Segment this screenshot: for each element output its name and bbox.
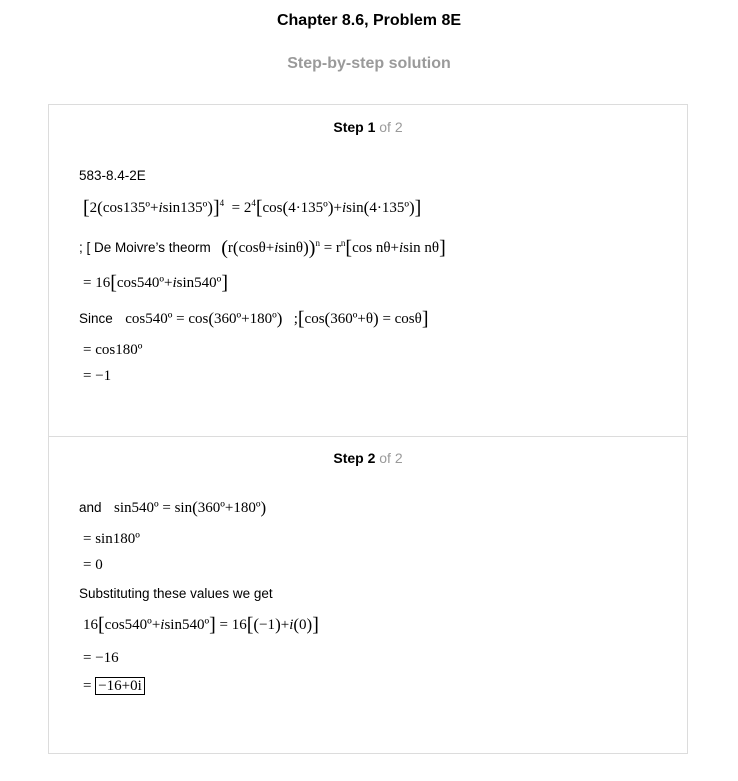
- step-1-equation-3: = cos180º: [83, 342, 143, 358]
- step-1-equation-4: = −1: [83, 368, 112, 384]
- step-2-label: Step 2: [333, 450, 376, 466]
- step-1-header: [49, 119, 687, 135]
- problem-ref: 583-8.4-2E: [79, 168, 146, 183]
- since-formula: cos540º = cos(360º+180º) ;[cos(360º+θ) = cosθ]: [125, 308, 429, 330]
- and-formula: sin540º = sin(360º+180º): [113, 498, 267, 517]
- step-2-equation-1: = sin180º: [83, 531, 140, 547]
- step-1-of: of 2: [379, 119, 403, 135]
- final-answer-prefix: =: [83, 678, 92, 694]
- since-line: [79, 308, 429, 331]
- de-moivre-line: [79, 237, 446, 260]
- solution-card: [48, 104, 688, 754]
- solution-subtitle: Step-by-step solution: [287, 55, 451, 72]
- step-2-equation-4: = −16: [83, 650, 119, 666]
- de-moivre-formula: $(r(\cos\theta+isin\theta))^n = r^n[\cos$ nθ+isin nθ]: [221, 237, 446, 259]
- step-2-header: [49, 450, 687, 466]
- page-title: Chapter 8.6, Problem 8E: [276, 12, 462, 29]
- step-divider: [49, 436, 687, 437]
- final-answer-line: [83, 678, 145, 695]
- step-1-equation-1: [2(cos135º+isin135º)]$^4$ = $2^4[\cos(4\cdot 135º)+isin(4\cdot 135º)]$: [83, 197, 422, 219]
- and-line: [79, 498, 266, 518]
- de-moivre-label: ; [ De Moivre’s theorm: [79, 240, 211, 255]
- substituting-text: Substituting these values we get: [79, 586, 273, 601]
- final-answer-box: −16+0i: [95, 677, 145, 695]
- step-2-equation-2: = 0: [83, 557, 103, 573]
- and-label: and: [79, 500, 102, 515]
- step-2-equation-3: 16[cos540º+isin540º] = 16[(−1)+i(0)]: [83, 614, 319, 636]
- step-2-of: of 2: [379, 450, 403, 466]
- since-label: Since: [79, 311, 113, 326]
- step-1-label: Step 1: [333, 119, 376, 135]
- step-1-equation-2: = 16[cos540º+isin540º]: [83, 272, 228, 294]
